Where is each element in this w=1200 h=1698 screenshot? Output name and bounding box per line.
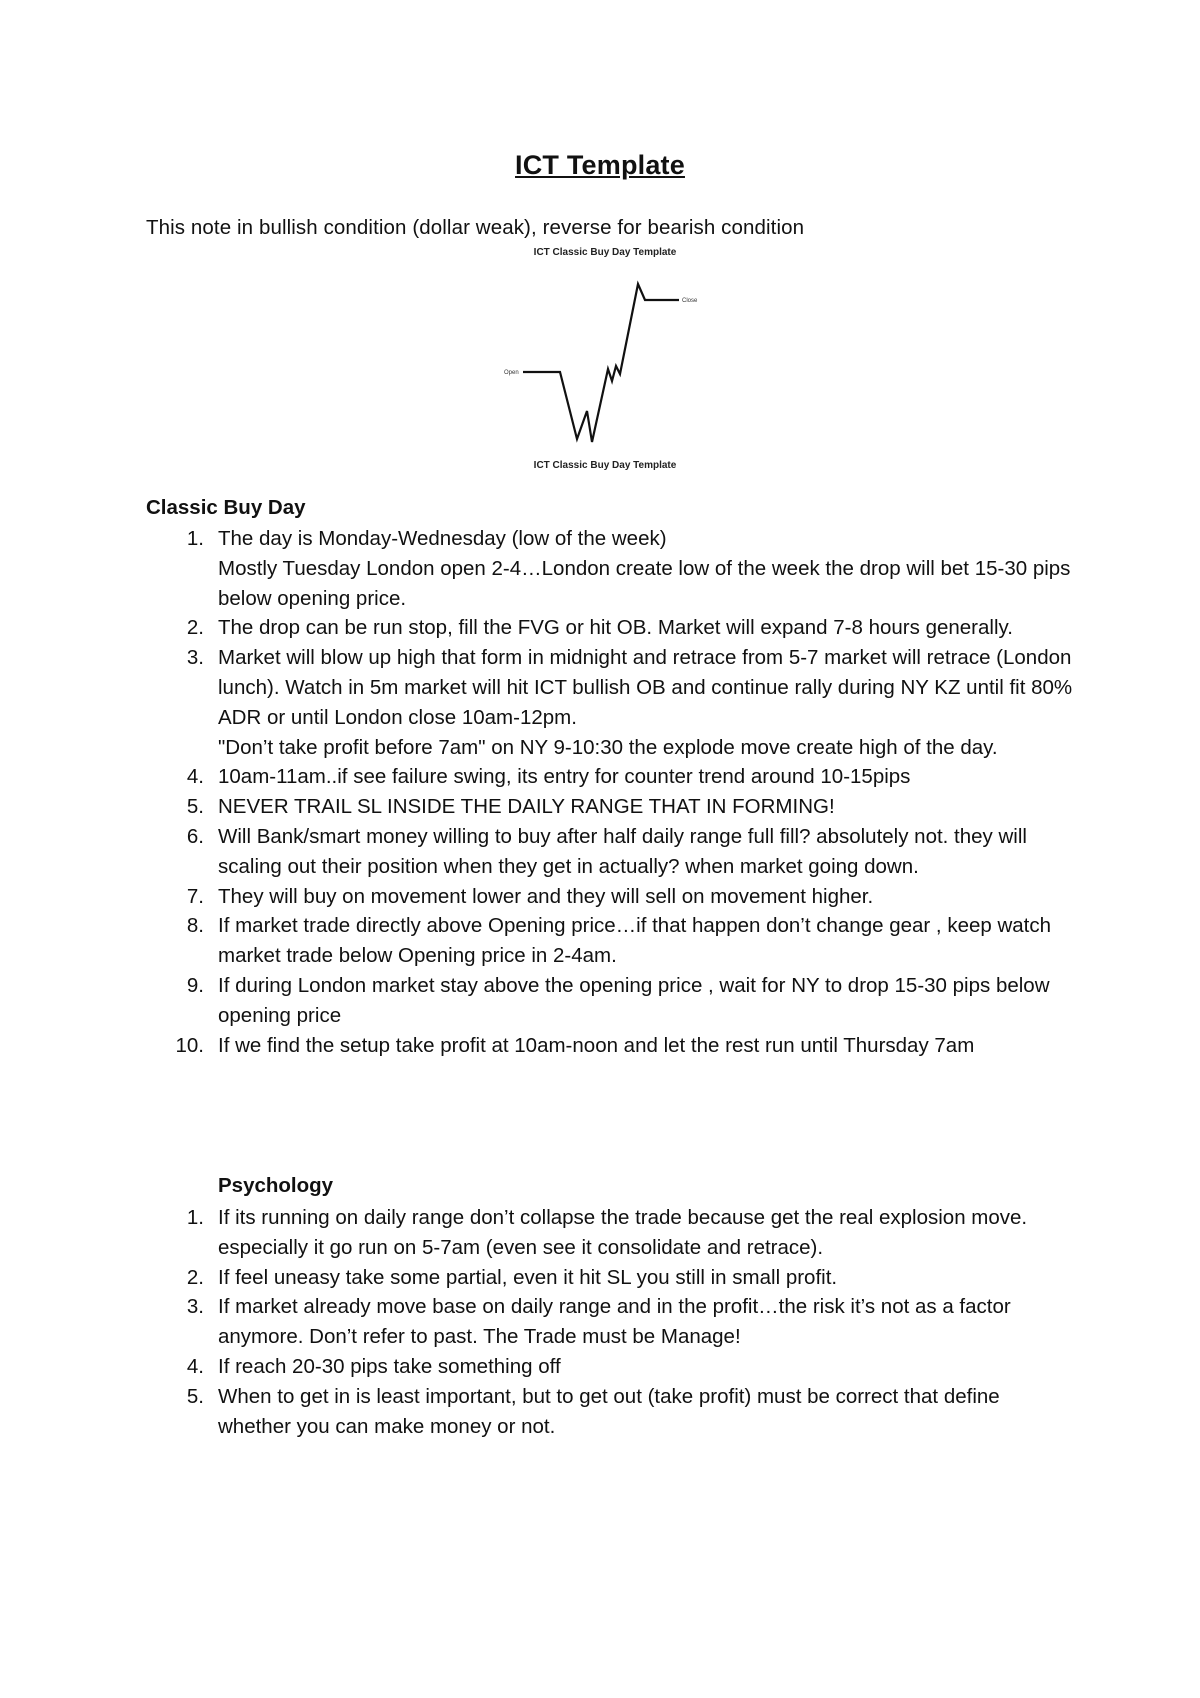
intro-note: This note in bullish condition (dollar weak), reverse for bearish condition — [146, 216, 805, 239]
list-item-text: 10am-11am..if see failure swing, its entry for counter trend around 10-15pips — [218, 765, 911, 789]
list-item — [146, 1031, 1076, 1061]
list-item — [146, 762, 1076, 792]
list-item-text: If market trade directly above Opening price…if that happen don’t change gear , keep watch market trade below Opening price in 2-4am. — [218, 914, 1052, 968]
list-item — [146, 1382, 1076, 1442]
classic-buy-day-list — [146, 524, 1076, 1060]
list-item-number: 2. — [186, 616, 204, 640]
list-item — [146, 524, 1076, 613]
list-item-text: NEVER TRAIL SL INSIDE THE DAILY RANGE THAT IN FORMING! — [218, 795, 835, 819]
list-item — [146, 1263, 1076, 1293]
list-item-number: 1. — [186, 1206, 204, 1229]
list-item-text: If we find the setup take profit at 10am-noon and let the rest run until Thursday 7am — [218, 1033, 975, 1057]
list-item-text: Market will blow up high that form in midnight and retrace from 5-7 market will retrace (London lunch). Watch in 5m market will hit ICT bullish OB and continue rally during NY KZ until fit 80% ADR or until London close 10am-12pm. — [218, 646, 1073, 729]
list-item — [146, 1352, 1076, 1382]
open-label: Open — [504, 370, 519, 376]
close-label: Close — [682, 298, 698, 304]
list-item-text: If market already move base on daily range and in the profit…the risk it’s not as a factor anymore. Don’t refer to past. The Trade must be Manage! — [218, 1295, 1011, 1349]
list-item-text: Will Bank/smart money willing to buy after half daily range full fill? absolutely not. they will scaling out their position when they get in actually? when market going down. — [218, 824, 1027, 878]
list-item — [146, 1203, 1076, 1263]
price-path-line — [523, 284, 679, 442]
document-title: ICT Template — [515, 150, 685, 180]
list-item-text: If during London market stay above the opening price , wait for NY to drop 15-30 pips below opening price — [218, 973, 1050, 1027]
list-item-number: 5. — [186, 1384, 204, 1408]
classic-buy-day-heading: Classic Buy Day — [146, 496, 306, 519]
list-item-text: When to get in is least important, but to get out (take profit) must be correct that define whether you can make money or not. — [218, 1384, 1000, 1438]
list-item-number: 10. — [175, 1033, 204, 1057]
list-item-text: The day is Monday-Wednesday (low of the week) — [218, 527, 667, 550]
list-item-number: 4. — [186, 765, 204, 789]
list-item-number: 9. — [186, 973, 204, 997]
list-item-text: "Don’t take profit before 7am" on NY 9-10:30 the explode move create high of the day. — [218, 735, 998, 759]
figure-caption-top: ICT Classic Buy Day Template — [533, 247, 677, 258]
list-item — [146, 882, 1076, 912]
buy-day-template-figure — [490, 244, 720, 476]
list-item-text: If reach 20-30 pips take something off — [218, 1354, 561, 1378]
list-item-text: They will buy on movement lower and they will sell on movement higher. — [218, 884, 874, 908]
list-item-number: 1. — [186, 527, 204, 550]
list-item-number: 5. — [186, 795, 204, 819]
price-path-diagram — [490, 244, 720, 476]
list-item-number: 3. — [186, 646, 204, 670]
list-item — [146, 613, 1076, 643]
list-item-text: The drop can be run stop, fill the FVG or hit OB. Market will expand 7-8 hours generally. — [218, 616, 1013, 640]
list-item-number: 4. — [186, 1354, 204, 1378]
psychology-list — [146, 1203, 1076, 1441]
list-item-text: If feel uneasy take some partial, even it hit SL you still in small profit. — [218, 1265, 838, 1289]
list-item — [146, 643, 1076, 762]
list-item-number: 8. — [186, 914, 204, 938]
list-item — [146, 971, 1076, 1031]
list-item-number: 3. — [186, 1295, 204, 1319]
list-item-number: 7. — [186, 884, 204, 908]
list-item — [146, 911, 1076, 971]
list-item-text: If its running on daily range don’t collapse the trade because get the real explosion move. especially it go run on 5-7am (even see it consolidate and retrace). — [218, 1206, 1028, 1259]
list-item-number: 6. — [186, 824, 204, 848]
list-item — [146, 792, 1076, 822]
psychology-heading: Psychology — [218, 1174, 334, 1197]
figure-caption-bottom: ICT Classic Buy Day Template — [533, 460, 677, 471]
list-item — [146, 822, 1076, 882]
list-item-number: 2. — [186, 1265, 204, 1289]
list-item-text: Mostly Tuesday London open 2-4…London create low of the week the drop will bet 15-30 pips below opening price. — [218, 556, 1071, 610]
list-item — [146, 1292, 1076, 1352]
